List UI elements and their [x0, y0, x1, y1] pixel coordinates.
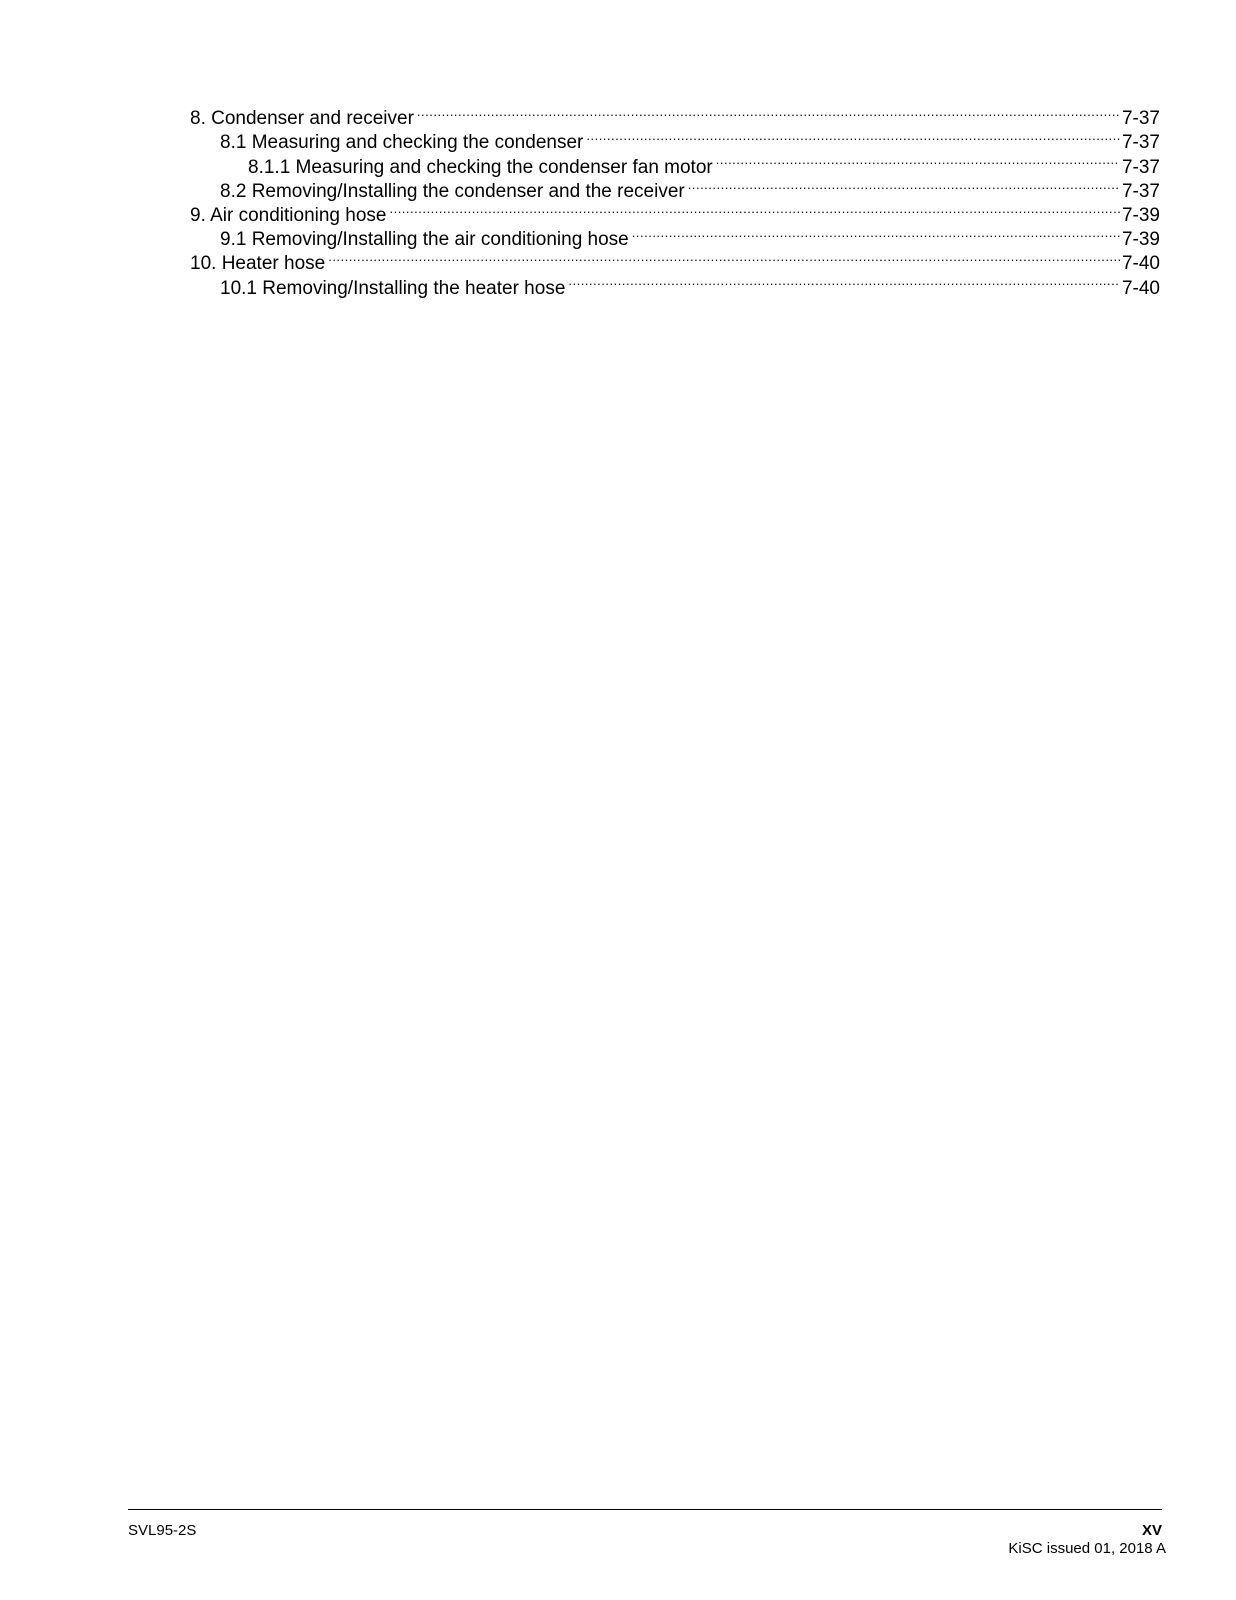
- footer-model: SVL95-2S: [128, 1522, 197, 1539]
- toc-entry-title: 9. Air conditioning hose: [190, 204, 387, 226]
- footer-issue-info: KiSC issued 01, 2018 A: [1008, 1540, 1166, 1557]
- toc-dot-leader: [568, 269, 1120, 293]
- toc-entry-page: 7-37: [1121, 156, 1160, 178]
- toc-entry-page: 7-39: [1121, 229, 1160, 251]
- footer-page-number: XV: [1141, 1522, 1162, 1539]
- toc-entry-page: 7-39: [1121, 204, 1160, 226]
- toc-entry-title: 10.1 Removing/Installing the heater hose: [220, 277, 566, 299]
- toc-entry-page: 7-40: [1121, 277, 1160, 299]
- toc-entry-title: 10. Heater hose: [190, 253, 326, 275]
- table-of-contents: [190, 100, 1160, 299]
- toc-entry-title: 8.2 Removing/Installing the condenser and the receiver: [220, 180, 685, 202]
- toc-entry-8[interactable]: [190, 100, 1160, 130]
- toc-dot-leader: [632, 221, 1120, 245]
- toc-entry-title: 8. Condenser and receiver: [190, 108, 414, 130]
- toc-dot-leader: [716, 148, 1120, 172]
- toc-dot-leader: [688, 173, 1120, 197]
- toc-entry-page: 7-37: [1121, 180, 1160, 202]
- footer-divider: [128, 1509, 1162, 1510]
- toc-entry-title: 8.1 Measuring and checking the condenser: [220, 132, 584, 154]
- toc-entry-page: 7-40: [1121, 253, 1160, 275]
- toc-entry-page: 7-37: [1121, 132, 1160, 154]
- toc-dot-leader: [328, 245, 1120, 269]
- toc-entry-10[interactable]: [190, 245, 1160, 275]
- toc-dot-leader: [389, 197, 1120, 221]
- toc-entry-page: 7-37: [1121, 108, 1160, 130]
- toc-dot-leader: [417, 100, 1120, 124]
- toc-entry-title: 8.1.1 Measuring and checking the condenser fan motor: [248, 156, 713, 178]
- toc-entry-10-1[interactable]: [190, 269, 1160, 299]
- toc-dot-leader: [586, 124, 1120, 148]
- toc-entry-title: 9.1 Removing/Installing the air conditioning hose: [220, 229, 629, 251]
